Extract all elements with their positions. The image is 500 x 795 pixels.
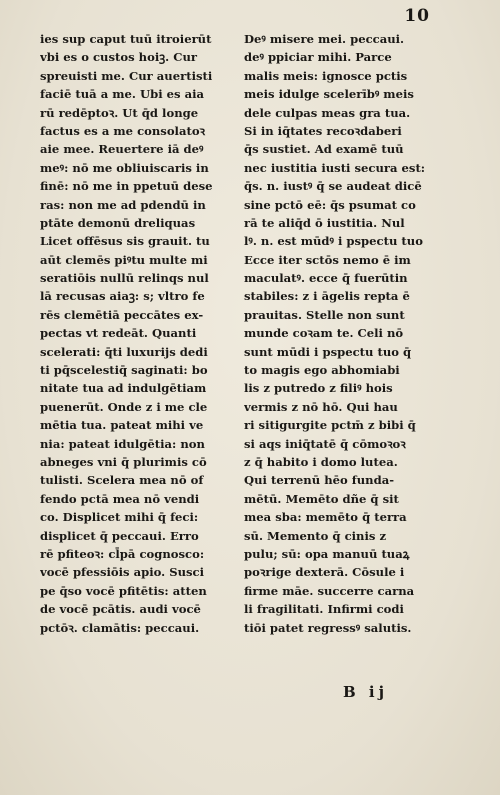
text-line: vermis z nō hō. Qui hau — [244, 399, 398, 414]
signature-mark: B ij — [343, 683, 389, 701]
text-line: ri sitigurgite pctm̄ z bibi q̄ — [244, 418, 416, 433]
text-line: si aqs iniq̄tatē q̄ cōmoꝛoꝛ — [244, 436, 406, 451]
text-line: mētū. Memēto dñe q̄ sit — [244, 491, 399, 506]
text-line: sine pctō eē: q̄s psumat co — [244, 197, 416, 212]
text-line: faciē tuā a me. Ubi es aia — [40, 87, 204, 102]
text-line: lis z putredo z filiꝰ hois — [244, 381, 393, 396]
text-line: rū redēptoꝛ. Ut q̄d longe — [40, 105, 199, 120]
text-line: scelerati: q̄ti luxurijs dedi — [40, 344, 208, 359]
text-line: fendo pctā mea nō vendi — [40, 491, 200, 506]
text-line: factus es a me consolatoꝛ — [40, 123, 206, 138]
text-line: maculatꝰ. ecce q̄ fuerūtin — [244, 271, 408, 286]
text-line: pulu; sū: opa manuū tuaꝝ — [244, 546, 410, 561]
text-line: rē pfiteoꝛ: cl̄pā cognosco: — [40, 546, 205, 561]
left-text-column — [40, 30, 237, 637]
text-line: vocē pfessiōis apio. Susci — [40, 565, 204, 580]
text-line: tulisti. Scelera mea nō of — [40, 473, 204, 488]
text-line: nec iustitia iusti secura est: — [244, 160, 426, 175]
text-line: q̄s sustiet. Ad examē tuū — [244, 142, 404, 157]
text-line: rā te aliq̄d ō iustitia. Nul — [244, 215, 405, 230]
text-line: mea sba: memēto q̄ terra — [244, 510, 407, 525]
text-line: sunt mūdi i pspectu tuo q̄ — [244, 344, 412, 359]
text-line: z q̄ habito i domo lutea. — [244, 454, 398, 469]
text-line: finē: nō me in ppetuū dese — [40, 179, 213, 194]
text-line: dele culpas meas gra tua. — [244, 105, 411, 120]
text-line: ti pq̄scelestiq̄ saginati: bo — [40, 363, 208, 378]
text-line: Ecce iter sctōs nemo ē im — [244, 252, 411, 267]
text-line: Qui terrenū hēo funda- — [244, 473, 395, 488]
text-line: Licet offēsus sis grauit. tu — [40, 234, 210, 249]
text-line: displicet q̄ peccaui. Erro — [40, 528, 199, 543]
folio-number: 10 — [404, 6, 430, 26]
text-line: q̄s. n. iustꝰ q̄ se audeat dicē — [244, 179, 422, 194]
text-line: puenerūt. Onde z i me cle — [40, 399, 208, 414]
text-line: lꝰ. n. est mūdꝰ i pspectu tuo — [244, 234, 423, 249]
text-line: meꝰ: nō me obliuiscaris in — [40, 160, 209, 175]
text-line: spreuisti me. Cur auertisti — [40, 68, 213, 83]
text-line: seratiōis nullū relinqs nul — [40, 271, 209, 286]
text-line: ies sup caput tuū itroierūt — [40, 32, 212, 46]
text-line: firme māe. succerre carna — [244, 583, 415, 598]
text-line: vbi es o custos hoiꝫ. Cur — [40, 50, 197, 65]
text-line: pe q̄so vocē pfitētis: atten — [40, 583, 207, 598]
text-line: meis idulge scelerībꝰ meis — [244, 87, 414, 102]
text-line: lā recusas aiaꝫ: s; vltro fe — [40, 289, 205, 304]
text-line: de vocē pcātis. audi vocē — [40, 602, 201, 617]
text-line: tiōi patet regressꝰ salutis. — [244, 620, 412, 635]
right-text-column — [244, 30, 444, 637]
text-line: nia: pateat idulgētia: non — [40, 436, 205, 451]
text-line: nitate tua ad indulgētiam — [40, 381, 207, 396]
text-line: co. Displicet mihi q̄ feci: — [40, 510, 199, 525]
text-line: malis meis: ignosce pctis — [244, 68, 408, 83]
text-line: rēs clemētiā peccātes ex- — [40, 307, 204, 322]
text-line: aie mee. Reuertere iā deꝰ — [40, 142, 204, 157]
text-line: aūt clemēs piꝰtu multe mi — [40, 252, 208, 267]
text-line: stabiles: z i āgelis repta ē — [244, 289, 410, 304]
text-line: to magis ego abhomiabi — [244, 363, 400, 378]
text-line: mētia tua. pateat mihi ve — [40, 418, 204, 433]
text-line: ras: non me ad pdendū in — [40, 197, 206, 212]
text-line: poꝛrige dexterā. Cōsule i — [244, 565, 405, 580]
text-line: pectas vt redeāt. Quanti — [40, 326, 197, 341]
text-line: ptāte demonū dreliquas — [40, 215, 196, 230]
text-line: abneges vni q̄ plurimis cō — [40, 454, 207, 469]
text-line: Si in iq̄tates recoꝛdaberi — [244, 123, 402, 138]
text-line: munde coꝛam te. Celi nō — [244, 326, 404, 341]
text-line: pctōꝛ. clamātis: peccaui. — [40, 620, 200, 635]
text-line: Deꝰ misere mei. peccaui. — [244, 32, 405, 46]
text-line: sū. Memento q̄ cinis z — [244, 528, 387, 543]
text-line: prauitas. Stelle non sunt — [244, 307, 405, 322]
text-line: li fragilitati. Infirmi codi — [244, 602, 404, 617]
text-line: deꝰ ppiciar mihi. Parce — [244, 50, 392, 65]
